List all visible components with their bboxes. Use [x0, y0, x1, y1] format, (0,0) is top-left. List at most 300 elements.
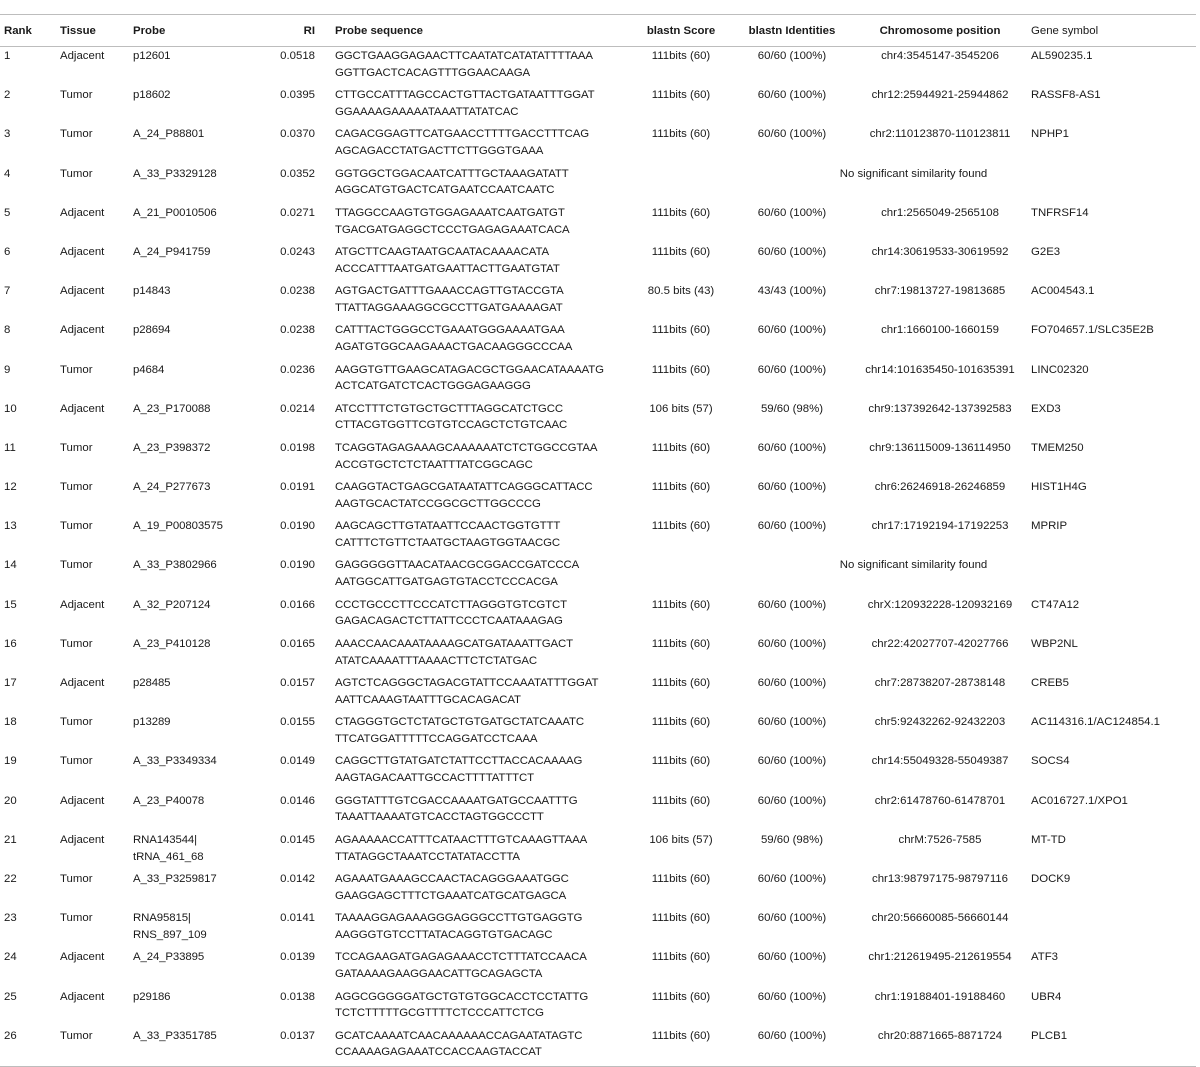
rank-cell: 15 — [4, 598, 17, 611]
rank-cell: 2 — [4, 89, 11, 102]
sequence-cell-line: TCTCTTTTTGCGTTTTCTCCCATTCTCG — [335, 1007, 544, 1020]
table-row — [0, 556, 1196, 595]
sequence-cell-line: ATCCTTTCTGTGCTGCTTTAGGCATCTGCC — [335, 402, 563, 415]
sequence-cell-line: GAGACAGACTCTTATTCCCTCAATAAAGAG — [335, 615, 563, 628]
ri-cell: 0.0145 — [280, 833, 315, 846]
ri-cell: 0.0236 — [280, 363, 315, 376]
identities-cell: 60/60 (100%) — [757, 441, 827, 454]
ri-cell: 0.0137 — [225, 1027, 331, 1067]
ri-cell: 0.0214 — [280, 402, 315, 415]
identities-cell: 60/60 (100%) — [757, 50, 827, 62]
sequence-cell — [331, 596, 631, 635]
sequence-cell — [331, 988, 631, 1027]
ri-cell: 0.0141 — [280, 912, 315, 925]
gene-cell: G2E3 — [1031, 245, 1061, 258]
probe-cell-line: A_33_P3351785 — [133, 1029, 217, 1042]
table-row — [0, 752, 1196, 791]
tissue-cell: Adjacent — [60, 285, 105, 298]
table-row — [0, 47, 1196, 87]
sequence-cell-line: AAGCAGCTTGTATAATTCCAACTGGTGTTT — [335, 520, 561, 533]
probe-cell — [129, 125, 225, 164]
gene-cell: PLCB1 — [1027, 1027, 1196, 1067]
sequence-cell — [331, 792, 631, 831]
sequence-cell — [331, 47, 631, 87]
rank-cell: 25 — [4, 990, 17, 1003]
probe-cell-line: p13289 — [133, 716, 171, 729]
gene-cell — [1027, 909, 1196, 948]
sequence-cell-line: CCCTGCCCTTCCCATCTTAGGGTGTCGTCT — [335, 598, 567, 611]
sequence-cell-line: GGTTGACTCACAGTTTGGAACAAGA — [335, 66, 530, 79]
score-cell: 111bits (60) — [651, 990, 711, 1003]
score-cell: 111bits (60) — [651, 89, 711, 102]
sequence-cell — [331, 752, 631, 791]
sequence-cell-line: AATTCAAAGTAATTTGCACAGACAT — [335, 693, 521, 706]
header-probe: Probe — [129, 15, 225, 47]
sequence-cell-line: GGCTGAAGGAGAACTTCAATATCATATATTTTAAA — [335, 50, 593, 62]
sequence-cell-line: CAGACGGAGTTCATGAACCTTTTGACCTTTCAG — [335, 128, 590, 141]
identities-cell: 60/60 (100%) — [757, 637, 827, 650]
table-row — [0, 165, 1196, 204]
score-cell: 111bits (60) — [631, 1027, 731, 1067]
probe-cell-line: p14843 — [133, 285, 171, 298]
header-rank: Rank — [0, 15, 56, 47]
rank-cell: 23 — [4, 912, 17, 925]
sequence-cell-line: GGGTATTTGTCGACCAAAATGATGCCAATTTG — [335, 794, 578, 807]
ri-cell: 0.0352 — [280, 167, 315, 180]
identities-cell: 60/60 (100%) — [757, 324, 827, 337]
gene-cell: TNFRSF14 — [1031, 206, 1089, 219]
tissue-cell: Adjacent — [60, 833, 105, 846]
tissue-cell: Adjacent — [60, 324, 105, 337]
probe-cell-line: RNA143544| — [133, 833, 198, 846]
probe-cell — [129, 556, 225, 595]
sequence-cell-line: AGGCATGTGACTCATGAATCCAATCAATC — [335, 184, 555, 197]
header-gene: Gene symbol — [1027, 15, 1196, 47]
chromosome-cell: chrM:7526-7585 — [898, 833, 982, 846]
gene-cell: AC016727.1/XPO1 — [1031, 794, 1128, 807]
identities-cell: 60/60 (100%) — [757, 481, 827, 494]
score-cell: 111bits (60) — [651, 206, 711, 219]
probe-cell — [129, 478, 225, 517]
rank-cell: 14 — [4, 559, 17, 572]
chromosome-cell: chr9:136115009-136114950 — [869, 441, 1011, 454]
sequence-cell-line: TCCAGAAGATGAGAGAAACCTCTTTATCCAACA — [335, 951, 587, 964]
probe-cell — [129, 988, 225, 1027]
sequence-cell-line: TTCATGGATTTTTCCAGGATCCTCAAA — [335, 732, 538, 745]
sequence-cell — [331, 400, 631, 439]
sequence-cell — [331, 478, 631, 517]
identities-cell: 60/60 (100%) — [757, 716, 827, 729]
probe-cell — [129, 86, 225, 125]
sequence-cell — [331, 125, 631, 164]
sequence-cell-line: AGGCGGGGGATGCTGTGTGGCACCTCCTATTG — [335, 990, 589, 1003]
probe-cell-line: p18602 — [133, 89, 171, 102]
ri-cell: 0.0149 — [280, 755, 315, 768]
probe-cell — [129, 282, 225, 321]
sequence-cell-line: AAGTAGACAATTGCCACTTTTATTTCT — [335, 772, 534, 785]
chromosome-cell: chr1:2565049-2565108 — [881, 206, 999, 219]
table-row — [0, 674, 1196, 713]
chromosome-cell: chr14:55049328-55049387 — [871, 755, 1009, 768]
chromosome-cell: chr17:17192194-17192253 — [871, 520, 1009, 533]
probe-cell — [129, 635, 225, 674]
sequence-cell — [331, 439, 631, 478]
ri-cell: 0.0370 — [280, 128, 315, 141]
ri-cell: 0.0165 — [280, 637, 315, 650]
sequence-cell-line: CAAGGTACTGAGCGATAATATTCAGGGCATTACC — [335, 481, 593, 494]
table-row — [0, 792, 1196, 831]
chromosome-cell: chr7:19813727-19813685 — [874, 285, 1006, 298]
ri-cell: 0.0238 — [280, 324, 315, 337]
sequence-cell — [331, 713, 631, 752]
probe-cell-line: A_23_P410128 — [133, 637, 211, 650]
chromosome-cell: chr12:25944921-25944862 — [871, 89, 1009, 102]
rank-cell: 3 — [4, 128, 11, 141]
header-score: blastn Score — [631, 15, 731, 47]
sequence-cell-line: AAGGGTGTCCTTATACAGGTGTGACAGC — [335, 928, 553, 941]
probe-cell-line: p28485 — [133, 677, 171, 689]
rank-cell: 20 — [4, 794, 17, 807]
probe-cell — [129, 792, 225, 831]
gene-cell: HIST1H4G — [1031, 481, 1087, 494]
tissue-cell: Adjacent — [60, 951, 105, 964]
rank-cell: 12 — [4, 481, 17, 494]
chromosome-cell: chr1:1660100-1660159 — [881, 324, 999, 337]
sequence-cell-line: ACCCATTTAATGATGAATTACTTGAATGTAT — [335, 262, 560, 275]
gene-cell: UBR4 — [1031, 990, 1062, 1003]
sequence-cell-line: CATTTCTGTTCTAATGCTAAGTGGTAACGC — [335, 537, 561, 550]
score-cell: 111bits (60) — [651, 324, 711, 337]
sequence-cell — [331, 321, 631, 360]
rank-cell: 11 — [4, 441, 16, 454]
ri-cell: 0.0138 — [280, 990, 315, 1003]
table-row — [0, 948, 1196, 987]
sequence-cell-line: TTATTAGGAAAGGCGCCTTGATGAAAAGAT — [335, 301, 563, 314]
probe-cell-line: p28694 — [133, 324, 171, 337]
ri-cell: 0.0139 — [280, 951, 315, 964]
score-cell: 111bits (60) — [651, 481, 711, 494]
sequence-cell-line: TTAGGCCAAGTGTGGAGAAATCAATGATGT — [335, 206, 565, 219]
probe-cell — [129, 361, 225, 400]
rank-cell: 16 — [4, 637, 17, 650]
sequence-cell-line: AATGGCATTGATGAGTGTACCTCCCACGA — [335, 576, 558, 589]
table-row — [0, 125, 1196, 164]
table-row — [0, 400, 1196, 439]
chromosome-cell: chr4:3545147-3545206 — [881, 50, 999, 62]
probe-cell-line: A_33_P3349334 — [133, 755, 217, 768]
identities-cell: 60/60 (100%) — [757, 677, 827, 689]
chromosome-cell: chr2:61478760-61478701 — [874, 794, 1006, 807]
gene-cell: CT47A12 — [1031, 598, 1080, 611]
probe-cell-line: A_19_P00803575 — [133, 520, 223, 533]
tissue-cell: Tumor — [60, 441, 93, 454]
probe-cell-line: A_21_P0010506 — [133, 206, 217, 219]
probe-cell-line: A_23_P170088 — [133, 402, 211, 415]
sequence-cell-line: ATGCTTCAAGTAATGCAATACAAAACATA — [335, 245, 549, 258]
ri-cell: 0.0155 — [280, 716, 315, 729]
sequence-cell-line: CTAGGGTGCTCTATGCTGTGATGCTATCAAATC — [335, 716, 584, 729]
tissue-cell: Adjacent — [60, 794, 105, 807]
table-row — [0, 517, 1196, 556]
ri-cell: 0.0238 — [280, 285, 315, 298]
ri-cell: 0.0142 — [280, 872, 315, 885]
rank-cell: 6 — [4, 245, 11, 258]
chromosome-cell: chr6:26246918-26246859 — [874, 481, 1006, 494]
sequence-cell — [331, 243, 631, 282]
tissue-cell: Tumor — [60, 89, 93, 102]
identities-cell: 60/60 (100%) — [757, 990, 827, 1003]
tissue-cell: Tumor — [60, 363, 93, 376]
score-cell: 111bits (60) — [651, 755, 711, 768]
sequence-cell-line: AGATGTGGCAAGAAACTGACAAGGGCCCAA — [335, 341, 573, 354]
rank-cell: 19 — [4, 755, 17, 768]
sequence-cell-line: ATATCAAAATTTAAAACTTCTCTATGAC — [335, 654, 538, 667]
table-row — [0, 713, 1196, 752]
probe-cell — [129, 165, 225, 204]
score-cell: 111bits (60) — [651, 245, 711, 258]
sequence-cell-line: TCAGGTAGAGAAAGCAAAAAATCTCTGGCCGTAA — [335, 441, 598, 454]
tissue-cell: Tumor — [60, 755, 93, 768]
table-row — [0, 596, 1196, 635]
probe-cell-line: A_24_P88801 — [133, 128, 205, 141]
tissue-cell: Adjacent — [60, 598, 105, 611]
header-identities: blastn Identities — [731, 15, 853, 47]
identities-cell: 59/60 (98%) — [760, 402, 824, 415]
score-cell: 111bits (60) — [651, 794, 711, 807]
rank-cell: 4 — [4, 167, 11, 180]
table-row — [0, 1027, 1196, 1067]
gene-cell: LINC02320 — [1031, 363, 1089, 376]
sequence-cell-line: CAGGCTTGTATGATCTATTCCTTACCACAAAAG — [335, 755, 583, 768]
identities-cell: 60/60 (100%) — [757, 598, 827, 611]
chromosome-cell: chr14:30619533-30619592 — [871, 245, 1009, 258]
probe-cell-line: A_24_P33895 — [133, 951, 205, 964]
identities-cell: 59/60 (98%) — [760, 833, 824, 846]
identities-cell: 60/60 (100%) — [757, 872, 827, 885]
probe-cell — [129, 909, 225, 948]
identities-cell: 60/60 (100%) — [757, 912, 827, 925]
probe-cell — [129, 400, 225, 439]
score-cell: 111bits (60) — [651, 50, 711, 62]
sequence-cell-line: GAGGGGGTTAACATAACGCGGACCGATCCCA — [335, 559, 580, 572]
gene-cell: FO704657.1/SLC35E2B — [1031, 324, 1154, 337]
gene-cell: DOCK9 — [1031, 872, 1071, 885]
sequence-cell — [331, 948, 631, 987]
probe-cell — [129, 243, 225, 282]
score-cell: 111bits (60) — [651, 677, 711, 689]
probe-cell-line: RNS_897_109 — [133, 928, 207, 941]
score-cell: 80.5 bits (43) — [647, 285, 715, 298]
table-row — [0, 988, 1196, 1027]
probe-cell — [129, 870, 225, 909]
table-row — [0, 243, 1196, 282]
sequence-cell-line: GGAAAAGAAAAATAAATTATATCAC — [335, 105, 519, 118]
score-cell: 111bits (60) — [651, 598, 711, 611]
chromosome-cell: chr7:28738207-28738148 — [874, 677, 1006, 689]
tissue-cell: Adjacent — [60, 50, 105, 62]
probe-cell-line: p12601 — [133, 50, 171, 62]
ri-cell: 0.0518 — [280, 50, 315, 62]
chromosome-cell: chr20:56660085-56660144 — [871, 912, 1009, 925]
rank-cell: 7 — [4, 285, 11, 298]
gene-cell: CREB5 — [1031, 677, 1069, 689]
sequence-cell — [331, 1027, 631, 1067]
identities-cell: 60/60 (100%) — [757, 755, 827, 768]
identities-cell: 60/60 (100%) — [731, 1027, 853, 1067]
sequence-cell — [331, 361, 631, 400]
identities-cell: 60/60 (100%) — [757, 520, 827, 533]
sequence-cell-line: AGAAATGAAAGCCAACTACAGGGAAATGGC — [335, 872, 569, 885]
gene-cell: NPHP1 — [1031, 128, 1069, 141]
score-cell: 111bits (60) — [651, 716, 711, 729]
sequence-cell — [331, 909, 631, 948]
probe-cell-line: A_33_P3802966 — [133, 559, 217, 572]
sequence-cell — [331, 556, 631, 595]
identities-cell: 60/60 (100%) — [757, 245, 827, 258]
chromosome-cell: chr22:42027707-42027766 — [871, 637, 1009, 650]
sequence-cell — [331, 204, 631, 243]
sequence-cell — [331, 831, 631, 870]
ri-cell: 0.0271 — [280, 206, 315, 219]
rank-cell: 26 — [0, 1027, 56, 1067]
probe-cell — [129, 321, 225, 360]
probe-cell — [129, 713, 225, 752]
tissue-cell: Tumor — [60, 520, 93, 533]
tissue-cell: Tumor — [60, 559, 93, 572]
table-row — [0, 439, 1196, 478]
probe-table — [0, 14, 1196, 1067]
table-row — [0, 321, 1196, 360]
probe-cell-line: tRNA_461_68 — [133, 850, 204, 863]
score-cell: 111bits (60) — [651, 637, 711, 650]
probe-cell-line: A_32_P207124 — [133, 598, 211, 611]
gene-cell: EXD3 — [1031, 402, 1061, 415]
probe-cell — [129, 517, 225, 556]
score-cell: 111bits (60) — [651, 441, 711, 454]
tissue-cell: Adjacent — [60, 245, 105, 258]
score-cell: 111bits (60) — [651, 363, 711, 376]
chromosome-cell: chr2:110123870-110123811 — [869, 128, 1011, 141]
identities-cell: 60/60 (100%) — [757, 89, 827, 102]
score-cell: 106 bits (57) — [649, 833, 713, 846]
identities-cell: 43/43 (100%) — [757, 285, 827, 298]
identities-cell: 60/60 (100%) — [757, 794, 827, 807]
rank-cell: 8 — [4, 324, 11, 337]
tissue-cell: Tumor — [60, 872, 93, 885]
sequence-cell-line: TGACGATGAGGCTCCCTGAGAGAAATCACA — [335, 223, 570, 236]
sequence-cell-line: AAACCAACAAATAAAAGCATGATAAATTGACT — [335, 637, 573, 650]
probe-cell — [129, 948, 225, 987]
sequence-cell — [331, 635, 631, 674]
probe-cell — [129, 596, 225, 635]
table-row — [0, 86, 1196, 125]
score-cell: 111bits (60) — [651, 128, 711, 141]
ri-cell: 0.0166 — [280, 598, 315, 611]
table-row — [0, 831, 1196, 870]
ri-cell: 0.0157 — [280, 677, 315, 689]
probe-cell — [129, 47, 225, 87]
chromosome-cell: chr20:8871665-8871724 — [853, 1027, 1027, 1067]
sequence-cell-line: AAGGTGTTGAAGCATAGACGCTGGAACATAAAATG — [335, 363, 604, 376]
sequence-cell — [331, 86, 631, 125]
sequence-cell — [331, 674, 631, 713]
sequence-cell-line: AGTGACTGATTTGAAACCAGTTGTACCGTA — [335, 285, 564, 298]
tissue-cell: Tumor — [60, 481, 93, 494]
tissue-cell: Adjacent — [60, 206, 105, 219]
identities-cell: 60/60 (100%) — [757, 363, 827, 376]
identities-cell: 60/60 (100%) — [757, 206, 827, 219]
no-similarity-note: No significant similarity found — [839, 167, 988, 180]
rank-cell: 10 — [4, 402, 17, 415]
table-body — [0, 47, 1196, 1067]
sequence-cell-line: GGTGGCTGGACAATCATTTGCTAAAGATATT — [335, 167, 569, 180]
gene-cell: WBP2NL — [1031, 637, 1078, 650]
sequence-cell-line: TTATAGGCTAAATCCTATATACCTTA — [335, 850, 520, 863]
table-row — [0, 282, 1196, 321]
gene-cell: RASSF8-AS1 — [1031, 89, 1101, 102]
rank-cell: 13 — [4, 520, 17, 533]
ri-cell: 0.0190 — [280, 520, 315, 533]
gene-cell: MPRIP — [1031, 520, 1068, 533]
table-row — [0, 361, 1196, 400]
gene-cell: AC004543.1 — [1031, 285, 1095, 298]
sequence-cell-line: AAGTGCACTATCCGGCGCTTGGCCCG — [335, 497, 541, 510]
header-row — [0, 15, 1196, 47]
chromosome-cell: chrX:120932228-120932169 — [867, 598, 1013, 611]
header-ri: RI — [225, 15, 331, 47]
tissue-cell: Tumor — [56, 1027, 129, 1067]
chromosome-cell: chr14:101635450-101635391 — [865, 363, 1015, 376]
tissue-cell: Adjacent — [60, 990, 105, 1003]
rank-cell: 24 — [4, 951, 17, 964]
probe-cell — [129, 1027, 225, 1067]
gene-cell: SOCS4 — [1031, 755, 1070, 768]
gene-cell: AL590235.1 — [1031, 50, 1093, 62]
score-cell: 106 bits (57) — [649, 402, 713, 415]
probe-cell — [129, 439, 225, 478]
gene-cell: ATF3 — [1031, 951, 1059, 964]
sequence-cell-line: GATAAAAGAAGGAACATTGCAGAGCTA — [335, 968, 543, 981]
identities-cell: 60/60 (100%) — [757, 128, 827, 141]
rank-cell: 22 — [4, 872, 17, 885]
score-cell: 111bits (60) — [651, 520, 711, 533]
tissue-cell: Tumor — [60, 912, 93, 925]
score-cell: 111bits (60) — [651, 872, 711, 885]
probe-cell-line: A_23_P40078 — [133, 794, 205, 807]
no-similarity-note: No significant similarity found — [839, 559, 988, 572]
sequence-cell-line: CCAAAAGAGAAATCCACCAAGTACCAT — [335, 1046, 542, 1059]
table-row — [0, 909, 1196, 948]
tissue-cell: Tumor — [60, 128, 93, 141]
sequence-cell — [331, 282, 631, 321]
sequence-cell-line: TAAATTAAAATGTCACCTAGTGGCCCTT — [335, 811, 544, 824]
table-row — [0, 204, 1196, 243]
rank-cell: 5 — [4, 206, 11, 219]
chromosome-cell: chr13:98797175-98797116 — [872, 872, 1008, 885]
header-sequence: Probe sequence — [331, 15, 631, 47]
chromosome-cell: chr5:92432262-92432203 — [874, 716, 1006, 729]
sequence-cell-line: AGTCTCAGGGCTAGACGTATTCCAAATATTTGGAT — [335, 677, 599, 689]
probe-cell-line: A_24_P277673 — [133, 481, 211, 494]
tissue-cell: Tumor — [60, 637, 93, 650]
gene-cell: TMEM250 — [1031, 441, 1084, 454]
rank-cell: 18 — [4, 716, 17, 729]
rank-cell: 21 — [4, 833, 17, 846]
header-tissue: Tissue — [56, 15, 129, 47]
sequence-cell-line: CTTACGTGGTTCGTGTCCAGCTCTGTCAAC — [335, 419, 568, 432]
rank-cell: 1 — [4, 50, 11, 62]
sequence-cell — [331, 870, 631, 909]
